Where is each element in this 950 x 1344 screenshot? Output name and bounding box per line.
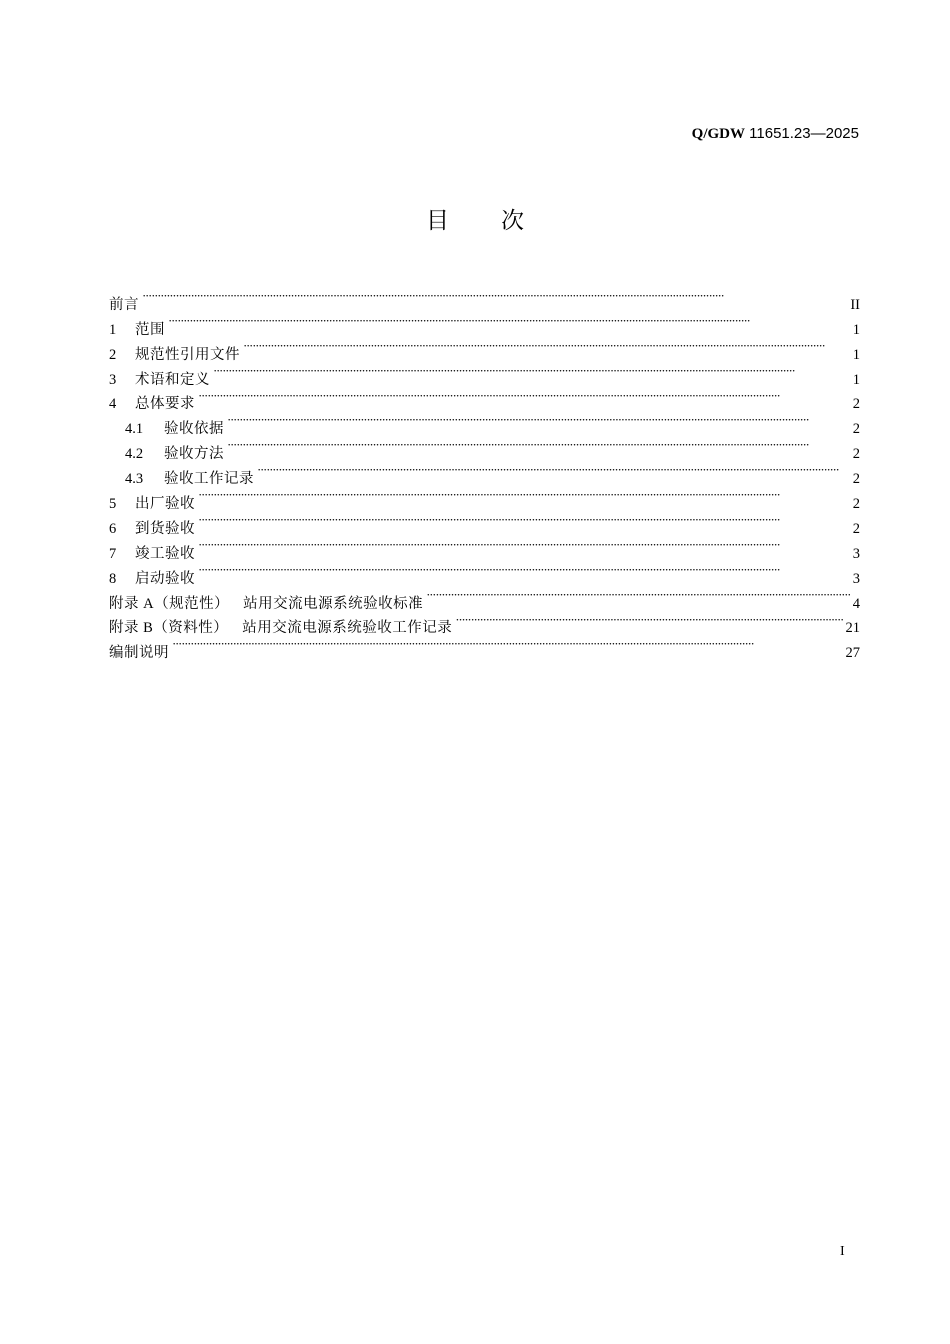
toc-entry-number: 4.2 xyxy=(125,446,144,463)
toc-entry[interactable] xyxy=(109,583,860,612)
standard-number: 11651.23—2025 xyxy=(745,125,859,142)
toc-entry-label: 验收依据 xyxy=(164,421,224,438)
standard-code xyxy=(692,124,859,144)
toc-entry-number: 2 xyxy=(109,346,117,363)
dot-leader xyxy=(213,359,850,384)
toc-title-char-1: 目 xyxy=(426,208,449,234)
toc-entry[interactable] xyxy=(109,408,860,438)
dot-leader xyxy=(257,458,850,483)
dot-leader xyxy=(227,433,850,458)
toc-entry-page: 2 xyxy=(852,446,860,463)
toc-entry-page: 21 xyxy=(845,620,860,637)
toc-entry[interactable] xyxy=(109,533,860,562)
dot-leader xyxy=(198,483,850,508)
standard-prefix: Q/GDW xyxy=(691,126,745,142)
toc-entry[interactable] xyxy=(109,632,860,662)
toc-entry-page: 1 xyxy=(852,371,860,388)
toc-entry-page: 2 xyxy=(852,396,860,413)
toc-entry-label: 竣工验收 xyxy=(135,545,195,562)
dot-leader xyxy=(426,583,850,608)
toc-entry-page: 2 xyxy=(852,421,860,438)
toc-entry-label: 出厂验收 xyxy=(135,496,195,513)
toc-entry-page: 3 xyxy=(852,570,860,587)
dot-leader xyxy=(168,309,850,334)
dot-leader xyxy=(142,284,847,309)
toc-entry-page: 27 xyxy=(845,645,860,662)
toc-entry-page: 3 xyxy=(852,545,860,562)
toc-entry-page: II xyxy=(850,296,860,313)
toc-entry[interactable] xyxy=(109,309,860,338)
toc-entry-number: 6 xyxy=(109,520,117,537)
toc-title xyxy=(0,205,950,237)
dot-leader xyxy=(455,608,842,633)
toc-entry-number: 1 xyxy=(109,321,117,338)
dot-leader xyxy=(198,508,850,533)
toc-entry-page: 2 xyxy=(852,496,860,513)
toc-entry-label: 验收工作记录 xyxy=(164,471,254,488)
toc-entry[interactable] xyxy=(109,558,860,587)
toc-entry[interactable] xyxy=(109,284,860,313)
toc-entry-page: 4 xyxy=(852,595,860,612)
toc-entry[interactable] xyxy=(109,483,860,513)
toc-entry-number: 7 xyxy=(109,545,117,562)
toc-entry-page: 1 xyxy=(852,321,860,338)
toc-entry-number: 3 xyxy=(109,371,117,388)
toc-title-char-2: 次 xyxy=(501,208,524,234)
toc-entry[interactable] xyxy=(109,508,860,537)
toc-entry-page: 2 xyxy=(852,520,860,537)
toc-entry-label: 总体要求 xyxy=(135,396,195,413)
dot-leader xyxy=(198,384,850,409)
toc-entry-number: 4.3 xyxy=(125,471,144,488)
toc-entry-label: 验收方法 xyxy=(164,446,224,463)
toc-entry-label: 启动验收 xyxy=(135,570,195,587)
toc-entry-number: 8 xyxy=(109,570,117,587)
toc-entry-page: 2 xyxy=(852,471,860,488)
toc-entry[interactable] xyxy=(109,359,860,388)
toc-entry-label: 术语和定义 xyxy=(135,371,210,388)
toc-entry-label: 附录 B（资料性） xyxy=(109,620,229,637)
toc-entry-label: 范围 xyxy=(135,321,165,338)
dot-leader xyxy=(198,533,850,558)
toc-entry-page: 1 xyxy=(852,346,860,363)
dot-leader xyxy=(198,558,850,583)
dot-leader xyxy=(243,334,850,359)
toc-entry-subtitle: 站用交流电源系统验收标准 xyxy=(243,595,424,612)
toc-entry-number: 4 xyxy=(109,396,117,413)
toc-entry-label: 到货验收 xyxy=(135,520,195,537)
toc-entry-label: 编制说明 xyxy=(109,645,169,662)
dot-leader xyxy=(172,632,843,657)
toc-entry[interactable] xyxy=(109,334,860,363)
toc-entry-number: 5 xyxy=(109,496,117,513)
toc-entry-label: 附录 A（规范性） xyxy=(109,595,230,612)
toc-entry-label: 前言 xyxy=(109,296,139,313)
toc-entry-subtitle: 站用交流电源系统验收工作记录 xyxy=(242,620,453,637)
toc-entry-number: 4.1 xyxy=(125,421,144,438)
dot-leader xyxy=(227,408,850,433)
page-number: I xyxy=(840,1244,845,1259)
toc-entry[interactable] xyxy=(109,384,860,413)
table-of-contents xyxy=(109,284,860,662)
toc-entry-label: 规范性引用文件 xyxy=(135,346,240,363)
